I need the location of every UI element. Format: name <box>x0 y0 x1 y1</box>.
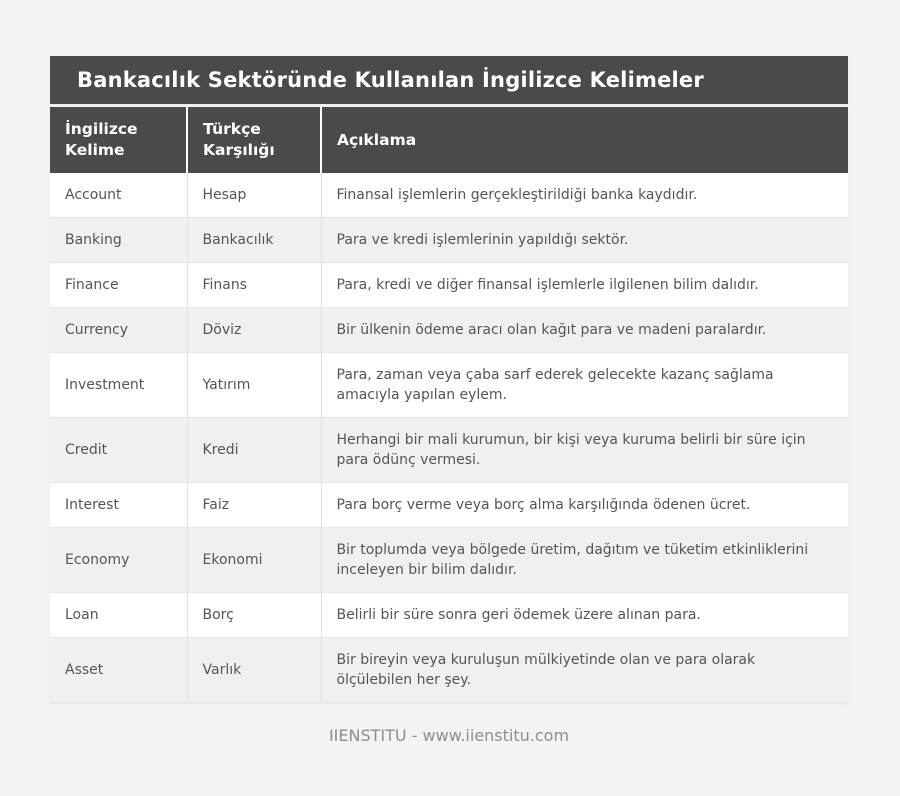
table-header <box>50 107 848 173</box>
cell-turkish-equivalent: Yatırım <box>187 353 321 418</box>
table-row <box>50 308 848 353</box>
table-row <box>50 353 848 418</box>
cell-english-word: Loan <box>50 593 187 638</box>
vocabulary-card <box>50 56 848 703</box>
cell-english-word: Investment <box>50 353 187 418</box>
header-row <box>50 107 848 173</box>
cell-turkish-equivalent: Faiz <box>187 483 321 528</box>
cell-description: Para borç verme veya borç alma karşılığında ödenen ücret. <box>321 483 848 528</box>
cell-description: Bir ülkenin ödeme aracı olan kağıt para ve madeni paralardır. <box>321 308 848 353</box>
table-row <box>50 418 848 483</box>
table-row <box>50 218 848 263</box>
cell-turkish-equivalent: Ekonomi <box>187 528 321 593</box>
cell-turkish-equivalent: Bankacılık <box>187 218 321 263</box>
cell-turkish-equivalent: Döviz <box>187 308 321 353</box>
table-row <box>50 173 848 218</box>
cell-english-word: Asset <box>50 638 187 703</box>
table-title: Bankacılık Sektöründe Kullanılan İngilizce Kelimeler <box>77 68 704 92</box>
table-title-bar <box>50 56 848 104</box>
cell-description: Finansal işlemlerin gerçekleştirildiği banka kaydıdır. <box>321 173 848 218</box>
table-row <box>50 528 848 593</box>
column-header-turkish-equivalent: Türkçe Karşılığı <box>187 107 321 173</box>
cell-description: Para, kredi ve diğer finansal işlemlerle ilgilenen bilim dalıdır. <box>321 263 848 308</box>
table-body <box>50 173 848 703</box>
cell-english-word: Interest <box>50 483 187 528</box>
column-header-english-word: İngilizce Kelime <box>50 107 187 173</box>
cell-description: Bir bireyin veya kuruluşun mülkiyetinde olan ve para olarak ölçülebilen her şey. <box>321 638 848 703</box>
table-row <box>50 483 848 528</box>
cell-english-word: Finance <box>50 263 187 308</box>
cell-description: Para ve kredi işlemlerinin yapıldığı sektör. <box>321 218 848 263</box>
cell-turkish-equivalent: Varlık <box>187 638 321 703</box>
cell-turkish-equivalent: Kredi <box>187 418 321 483</box>
cell-description: Belirli bir süre sonra geri ödemek üzere alınan para. <box>321 593 848 638</box>
table-row <box>50 263 848 308</box>
cell-english-word: Credit <box>50 418 187 483</box>
cell-english-word: Economy <box>50 528 187 593</box>
cell-description: Para, zaman veya çaba sarf ederek gelecekte kazanç sağlama amacıyla yapılan eylem. <box>321 353 848 418</box>
vocabulary-table <box>50 107 848 703</box>
cell-turkish-equivalent: Borç <box>187 593 321 638</box>
cell-english-word: Account <box>65 187 122 203</box>
cell-description: Bir toplumda veya bölgede üretim, dağıtım ve tüketim etkinliklerini inceleyen bir bilim dalıdır. <box>321 528 848 593</box>
cell-english-word: Currency <box>50 308 187 353</box>
table-row <box>50 638 848 703</box>
cell-turkish-equivalent: Finans <box>187 263 321 308</box>
cell-description: Herhangi bir mali kurumun, bir kişi veya kuruma belirli bir süre için para ödünç vermesi. <box>321 418 848 483</box>
table-row <box>50 593 848 638</box>
cell-english-word: Banking <box>50 218 187 263</box>
footer-credit: IIENSTITU - www.iienstitu.com <box>328 726 570 745</box>
cell-turkish-equivalent: Hesap <box>187 173 321 218</box>
column-header-description: Açıklama <box>321 107 848 173</box>
